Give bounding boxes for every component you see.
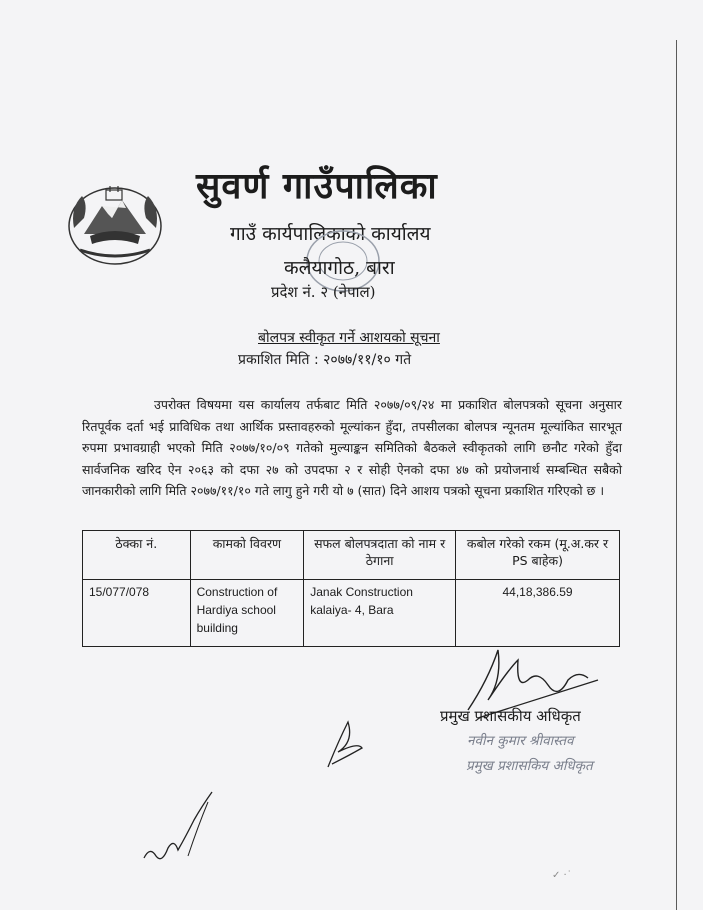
header-bidder: सफल बोलपत्रदाता को नाम र ठेगाना: [304, 531, 456, 580]
initial-signature-icon: [318, 712, 368, 772]
bid-table: [82, 530, 620, 647]
office-location: कलैयागोठ, बारा: [284, 257, 395, 279]
contract-no-cell: 15/077/078: [83, 580, 191, 647]
table-header-row: [83, 531, 620, 580]
designation: प्रमुख प्रशासकीय अधिकृत: [440, 707, 581, 725]
work-description-cell: Construction of Hardiya school building: [190, 580, 304, 647]
header-work-description: कामको विवरण: [190, 531, 304, 580]
header-bid-amount: कबोल गरेको रकम (मू.अ.कर र PS बाहेक): [456, 531, 620, 580]
notice-body: उपरोक्त विषयमा यस कार्यालय तर्फबाट मिति २०७७/०९/२४ मा प्रकाशित बोलपत्रको सूचना अनुसार रितपूर्वक दर्ता भई प्राविधिक तथा आर्थिक प्रस्तावहरुको मूल्यांकन हुँदा, तपसीलका बोलपत्र न्यूनतम मूल्यांकित सारभूत रुपमा प्रभावग्राही भएको मिति २०७७/१०/०९ गतेको मुल्याङ्कन समितिको बैठकले स्वीकृतको लागि छनौट गरेको हुँदा सार्वजनिक खरिद ऐन २०६३ को दफा २७ को उपदफा २ र सोही ऐनको दफा ४७ को प्रयोजनार्थ सम्बन्धित सबैको जानकारीको लागि मिति २०७७/११/१० गते लागु हुने गरी यो ७ (सात) दिने आशय पत्रको सूचना प्रकाशित गरिएको छ ।: [82, 397, 622, 498]
office-line: गाउँ कार्यपालिकाको कार्यालय: [230, 223, 431, 245]
header-contract-no: ठेक्का नं.: [83, 531, 191, 580]
bidder-cell: Janak Construction kalaiya- 4, Bara: [304, 580, 456, 647]
notice-date: प्रकाशित मिति : २०७७/११/१० गते: [238, 352, 412, 368]
bid-amount-cell: 44,18,386.59: [456, 580, 620, 647]
margin-mark: ✓ ·˙: [552, 870, 572, 881]
office-province: प्रदेश नं. २ (नेपाल): [271, 283, 376, 301]
bottom-signature-icon: [138, 786, 222, 868]
officer-designation-stamp: प्रमुख प्रशासकिय अधिकृत: [466, 758, 593, 774]
office-name: सुवर्ण गाउँपालिका: [196, 165, 438, 207]
notice-title: बोलपत्र स्वीकृत गर्ने आशयको सूचना: [258, 330, 440, 346]
nepal-emblem-icon: [60, 178, 170, 268]
page-edge-line: [676, 40, 677, 910]
officer-name-stamp: नवीन कुमार श्रीवास्तव: [467, 733, 574, 749]
table-row: [83, 580, 620, 647]
